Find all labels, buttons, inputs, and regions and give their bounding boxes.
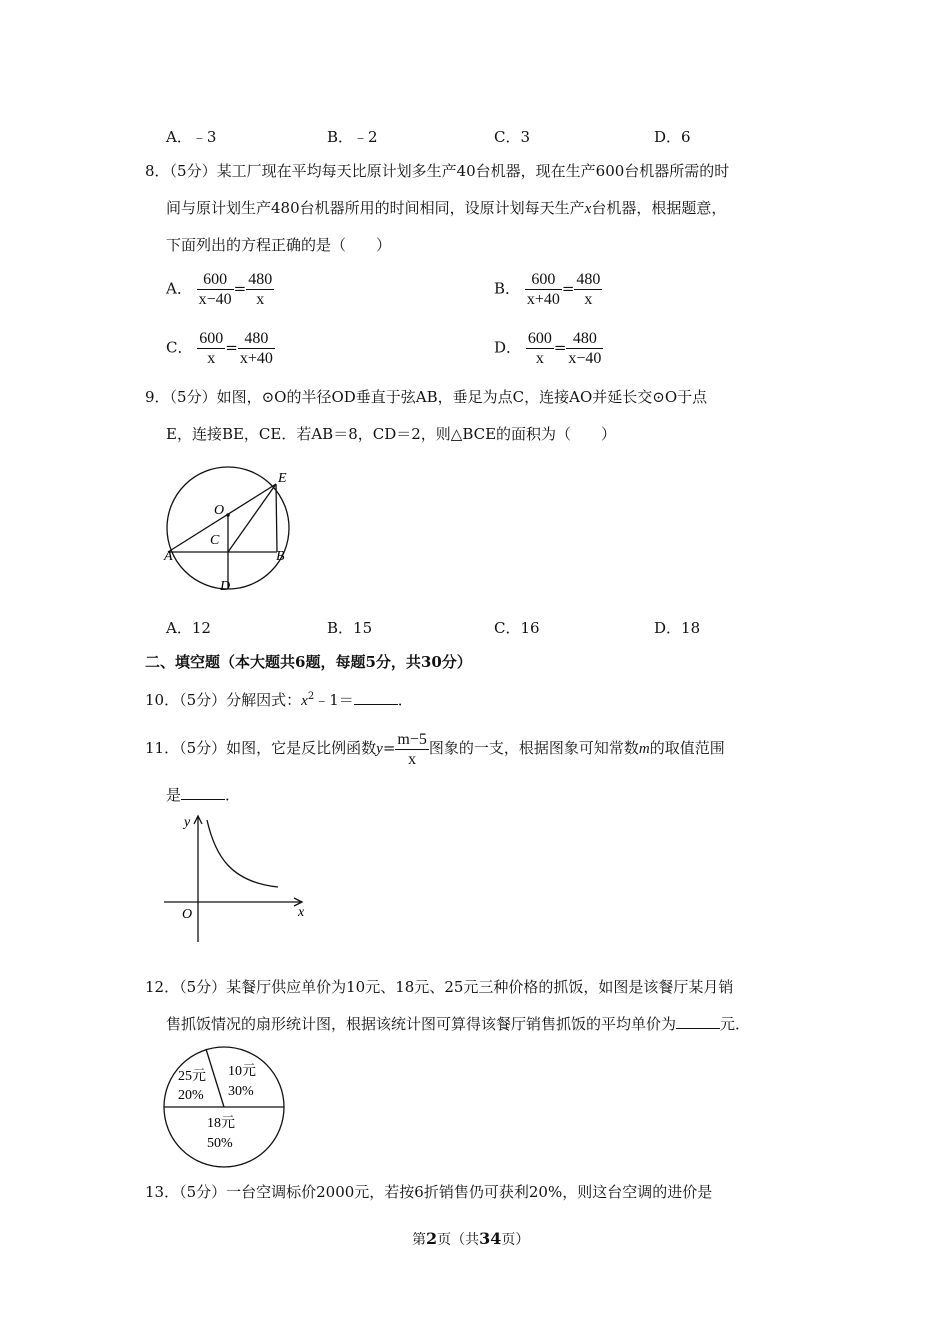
q9-option-b: B．15 [327,619,373,637]
q7-option-c: C．3 [494,128,531,146]
q9-option-d: D．18 [654,619,701,637]
q9-line2: E，连接BE，CE．若AB＝8，CD＝2，则△BCE的面积为（ ） [166,425,617,443]
q8-option-a: A． $\frac{600}{x-40}$ = $\frac{480}{x}$ [166,271,273,308]
q8-line3: 下面列出的方程正确的是（ ） [166,236,392,254]
pie-divider-slant [206,1049,224,1107]
hyperbola-curve [207,820,278,887]
slice-18-percent: 50% [207,1136,233,1151]
q8-option-b: B． $\frac{600}{x+40}$ = $\frac{480}{x}$ [494,271,601,308]
q11-line1: 11．（5分）如图，它是反比例函数y= $\frac{m-5}{x}$ 图象的一支，根据图象可知常数m的取值范围 [145,730,725,768]
q9-line1: 9．（5分）如图，⊙O的半径OD垂直于弦AB，垂足为点C，连接AO并延长交⊙O于点 [145,388,708,406]
line-ae [168,484,276,552]
label-o: O [214,503,225,518]
label-c: C [210,533,220,548]
q13-line1: 13．（5分）一台空调标价2000元，若按6折销售仍可获利20%，则这台空调的进价是 [145,1183,713,1201]
center-point [226,513,230,517]
slice-25-label: 25元 [178,1069,206,1084]
q11-hyperbola-graph [160,810,315,945]
slice-25-percent: 20% [178,1088,204,1103]
line-be [276,484,277,552]
label-origin: O [182,907,193,922]
q11-answer-blank[interactable] [181,785,225,800]
label-y: y [184,815,191,830]
q12-line1: 12．（5分）某餐厅供应单价为10元、18元、25元三种价格的抓饭，如图是该餐厅某月销 [145,978,734,996]
line-ce [228,484,276,552]
section-title: 二、填空题（本大题共6题，每题5分，共30分） [145,653,472,671]
q10-answer-blank[interactable] [354,690,398,705]
q9-option-c: C．16 [494,619,540,637]
q7-option-d: D．6 [654,128,691,146]
slice-10-label: 10元 [228,1064,256,1079]
q12-answer-blank[interactable] [676,1014,720,1029]
q11-line2: 是 ． [166,786,241,804]
label-e: E [278,471,287,486]
q12-line2: 售抓饭情况的扇形统计图，根据该统计图可算得该餐厅销售抓饭的平均单价为 元． [166,1015,751,1033]
q7-option-b: B．﹣2 [327,128,378,146]
q9-option-a: A．12 [166,619,211,637]
q10-line: 10．（5分）分解因式：$x^2﹣1=$ ． [145,691,413,709]
page-footer: 第2页（共34页） [412,1229,530,1248]
q8-option-c: C． $\frac{600}{x}$ = $\frac{480}{x+40}$ [166,330,273,367]
q9-circle-figure [160,462,300,592]
label-x: x [298,905,305,920]
q7-option-a: A．﹣3 [166,128,217,146]
label-a: A [164,549,173,564]
label-b: B [276,549,285,564]
label-d: D [220,579,231,594]
q8-line2: 间与原计划生产480台机器所用的时间相同，设原计划每天生产x台机器，根据题意， [166,199,727,217]
q8-line1: 8．（5分）某工厂现在平均每天比原计划多生产40台机器，现在生产600台机器所需的时 [145,162,730,180]
slice-10-percent: 30% [228,1084,254,1099]
q8-option-d: D． $\frac{600}{x}$ = $\frac{480}{x-40}$ [494,330,602,367]
slice-18-label: 18元 [207,1116,235,1131]
q12-pie-chart [162,1045,292,1170]
